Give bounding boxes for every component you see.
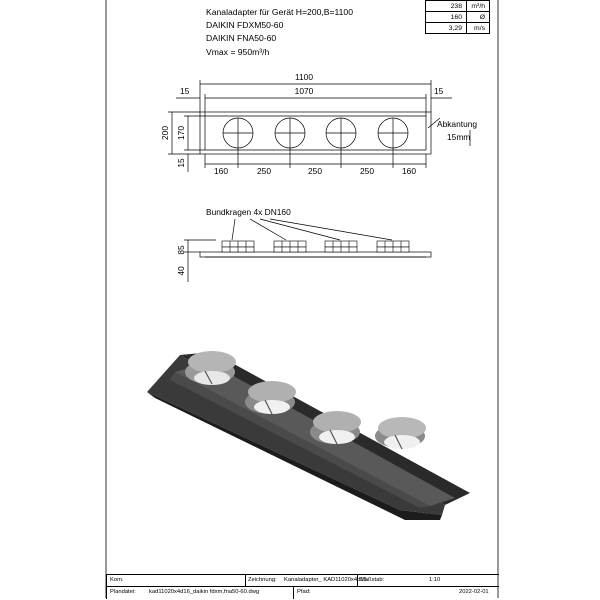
dim-total: 1100 — [294, 72, 314, 82]
plandatei-value: kad11020x4d16_daikin fdxm,fna50-60.dwg — [149, 589, 260, 595]
side-view-label: Bundkragen 4x DN160 — [206, 207, 291, 217]
isometric-render — [147, 351, 470, 520]
collar — [222, 241, 254, 252]
collar-3d — [375, 417, 426, 449]
dim-bottom: 15 — [176, 158, 186, 168]
collar — [325, 241, 357, 252]
kom-label: Kom. — [110, 577, 124, 583]
spec-value: 3,29 — [426, 23, 467, 34]
collar — [377, 241, 409, 252]
date: 2022-02-01 — [459, 589, 489, 595]
header-title: Kanaladapter für Gerät H=200,B=1100 — [206, 7, 353, 17]
plandatei-label: Plandatei: — [110, 589, 136, 595]
massstab-label: Maßstab: — [360, 577, 385, 583]
dim-height-inner: 170 — [176, 126, 186, 140]
collar — [274, 241, 306, 252]
dim-height-outer: 200 — [160, 126, 170, 140]
header-model-1: DAIKIN FDXM50-60 — [206, 20, 284, 31]
dim-left-edge: 15 — [180, 86, 190, 96]
header-vmax: Vmax = 950m³/h — [206, 46, 270, 57]
spec-unit: m/s — [467, 23, 490, 34]
outlet-circle — [326, 118, 356, 148]
spacing-label: 250 — [257, 166, 271, 176]
zeichnung-value: Kanaladapter_ KAD11020x4d16 — [284, 577, 367, 583]
spec-unit: m³/h — [467, 1, 490, 12]
dim-right-edge: 15 — [434, 86, 444, 96]
annotation-line2: 15mm — [447, 132, 471, 142]
side-view-drawing — [176, 207, 431, 282]
pfad-label: Pfad: — [297, 589, 311, 595]
dim-inner: 1070 — [294, 86, 314, 96]
outlet-circle — [223, 118, 253, 148]
spacing-label: 250 — [360, 166, 374, 176]
collar-3d — [185, 351, 236, 385]
spec-value: 160 — [426, 12, 467, 23]
annotation-line1: Abkantung — [437, 119, 478, 129]
spacing-label: 160 — [214, 166, 228, 176]
header-model-2: DAIKIN FNA50-60 — [206, 33, 277, 44]
title-block — [106, 574, 499, 599]
massstab-value: 1:10 — [429, 577, 441, 583]
dim-collar: 85 — [176, 245, 186, 255]
spec-unit: Ø — [467, 12, 490, 23]
spacing-label: 160 — [402, 166, 416, 176]
outlet-circle — [378, 118, 408, 148]
collar-3d — [310, 411, 361, 444]
collar-3d — [245, 381, 296, 414]
spec-value: 238 — [426, 1, 467, 12]
zeichnung-label: Zeichnung: — [248, 577, 277, 583]
spacing-label: 250 — [308, 166, 322, 176]
outlet-circle — [275, 118, 305, 148]
dim-base: 40 — [176, 266, 186, 276]
